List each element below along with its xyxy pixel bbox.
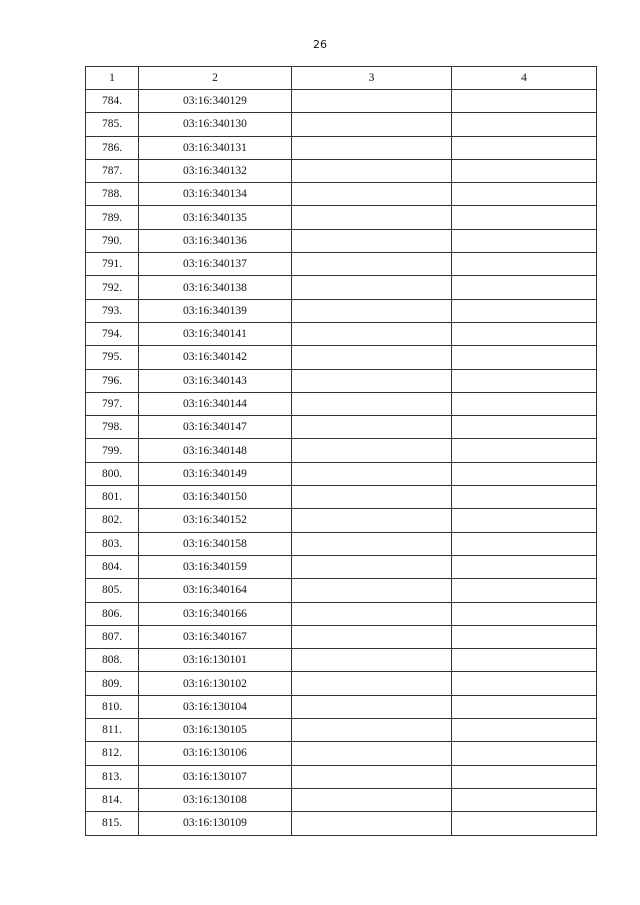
- table-row: [86, 159, 597, 182]
- row-number-cell: 795.: [86, 346, 139, 369]
- col3-cell: [292, 90, 452, 113]
- code-cell: 03:16:340138: [139, 276, 292, 299]
- table-row: [86, 462, 597, 485]
- table-row: [86, 253, 597, 276]
- col4-cell: [452, 392, 597, 415]
- code-cell: 03:16:130109: [139, 812, 292, 835]
- row-number-cell: 789.: [86, 206, 139, 229]
- row-number-cell: 810.: [86, 695, 139, 718]
- table-row: [86, 532, 597, 555]
- table-row: [86, 392, 597, 415]
- table-row: [86, 229, 597, 252]
- col3-cell: [292, 555, 452, 578]
- col3-cell: [292, 672, 452, 695]
- col3-cell: [292, 719, 452, 742]
- row-number-cell: 805.: [86, 579, 139, 602]
- col4-cell: [452, 672, 597, 695]
- row-number-cell: 798.: [86, 416, 139, 439]
- table-row: [86, 742, 597, 765]
- code-cell: 03:16:130105: [139, 719, 292, 742]
- col4-cell: [452, 649, 597, 672]
- row-number-cell: 785.: [86, 113, 139, 136]
- row-number-cell: 786.: [86, 136, 139, 159]
- code-cell: 03:16:130104: [139, 695, 292, 718]
- code-cell: 03:16:340129: [139, 90, 292, 113]
- col4-cell: [452, 695, 597, 718]
- code-cell: 03:16:340130: [139, 113, 292, 136]
- table-row: [86, 113, 597, 136]
- code-cell: 03:16:340147: [139, 416, 292, 439]
- table-row: [86, 299, 597, 322]
- table-row: [86, 416, 597, 439]
- table-row: [86, 206, 597, 229]
- table-row: [86, 765, 597, 788]
- code-cell: 03:16:340136: [139, 229, 292, 252]
- col4-cell: [452, 113, 597, 136]
- col3-cell: [292, 346, 452, 369]
- code-cell: 03:16:340137: [139, 253, 292, 276]
- col4-cell: [452, 765, 597, 788]
- col3-cell: [292, 229, 452, 252]
- col3-cell: [292, 532, 452, 555]
- table-row: [86, 579, 597, 602]
- col3-cell: [292, 439, 452, 462]
- code-cell: 03:16:340143: [139, 369, 292, 392]
- col3-cell: [292, 649, 452, 672]
- code-cell: 03:16:340141: [139, 322, 292, 345]
- col4-cell: [452, 136, 597, 159]
- code-cell: 03:16:340131: [139, 136, 292, 159]
- col4-cell: [452, 719, 597, 742]
- code-cell: 03:16:340135: [139, 206, 292, 229]
- row-number-cell: 811.: [86, 719, 139, 742]
- code-cell: 03:16:340158: [139, 532, 292, 555]
- row-number-cell: 788.: [86, 183, 139, 206]
- code-cell: 03:16:340139: [139, 299, 292, 322]
- table-row: [86, 183, 597, 206]
- col4-cell: [452, 486, 597, 509]
- code-cell: 03:16:340142: [139, 346, 292, 369]
- col3-cell: [292, 602, 452, 625]
- col3-cell: [292, 416, 452, 439]
- col4-cell: [452, 532, 597, 555]
- code-cell: 03:16:340152: [139, 509, 292, 532]
- col4-cell: [452, 253, 597, 276]
- col3-cell: [292, 392, 452, 415]
- code-cell: 03:16:130108: [139, 788, 292, 811]
- col4-cell: [452, 346, 597, 369]
- table-row: [86, 672, 597, 695]
- code-cell: 03:16:340167: [139, 625, 292, 648]
- table-body: [86, 90, 597, 836]
- col4-cell: [452, 462, 597, 485]
- table-row: [86, 695, 597, 718]
- col3-cell: [292, 462, 452, 485]
- code-cell: 03:16:130107: [139, 765, 292, 788]
- col4-cell: [452, 159, 597, 182]
- col3-cell: [292, 322, 452, 345]
- table-row: [86, 346, 597, 369]
- col4-cell: [452, 812, 597, 835]
- row-number-cell: 787.: [86, 159, 139, 182]
- header-col-1: 1: [86, 67, 139, 90]
- col3-cell: [292, 625, 452, 648]
- table-row: [86, 788, 597, 811]
- row-number-cell: 799.: [86, 439, 139, 462]
- col4-cell: [452, 555, 597, 578]
- row-number-cell: 800.: [86, 462, 139, 485]
- table-row: [86, 625, 597, 648]
- code-cell: 03:16:340166: [139, 602, 292, 625]
- col3-cell: [292, 253, 452, 276]
- code-cell: 03:16:340148: [139, 439, 292, 462]
- col3-cell: [292, 742, 452, 765]
- col3-cell: [292, 369, 452, 392]
- row-number-cell: 815.: [86, 812, 139, 835]
- col4-cell: [452, 579, 597, 602]
- col4-cell: [452, 369, 597, 392]
- col3-cell: [292, 136, 452, 159]
- row-number-cell: 790.: [86, 229, 139, 252]
- row-number-cell: 803.: [86, 532, 139, 555]
- col4-cell: [452, 602, 597, 625]
- table-row: [86, 719, 597, 742]
- header-col-2: 2: [139, 67, 292, 90]
- table-row: [86, 649, 597, 672]
- col4-cell: [452, 509, 597, 532]
- col3-cell: [292, 183, 452, 206]
- table-row: [86, 812, 597, 835]
- header-col-4: 4: [452, 67, 597, 90]
- code-cell: 03:16:340132: [139, 159, 292, 182]
- page-number: 26: [313, 38, 327, 51]
- col4-cell: [452, 90, 597, 113]
- row-number-cell: 792.: [86, 276, 139, 299]
- col3-cell: [292, 299, 452, 322]
- table-row: [86, 90, 597, 113]
- col4-cell: [452, 416, 597, 439]
- col4-cell: [452, 276, 597, 299]
- row-number-cell: 784.: [86, 90, 139, 113]
- row-number-cell: 796.: [86, 369, 139, 392]
- col3-cell: [292, 276, 452, 299]
- col4-cell: [452, 788, 597, 811]
- col4-cell: [452, 206, 597, 229]
- table-header: [86, 67, 597, 90]
- table-row: [86, 322, 597, 345]
- table-row: [86, 486, 597, 509]
- code-cell: 03:16:130101: [139, 649, 292, 672]
- col3-cell: [292, 579, 452, 602]
- header-row: [86, 67, 597, 90]
- table-row: [86, 439, 597, 462]
- col4-cell: [452, 742, 597, 765]
- row-number-cell: 808.: [86, 649, 139, 672]
- code-cell: 03:16:340134: [139, 183, 292, 206]
- table-row: [86, 369, 597, 392]
- col3-cell: [292, 206, 452, 229]
- col3-cell: [292, 159, 452, 182]
- code-cell: 03:16:130106: [139, 742, 292, 765]
- row-number-cell: 802.: [86, 509, 139, 532]
- code-cell: 03:16:340159: [139, 555, 292, 578]
- row-number-cell: 812.: [86, 742, 139, 765]
- row-number-cell: 814.: [86, 788, 139, 811]
- col3-cell: [292, 812, 452, 835]
- col4-cell: [452, 439, 597, 462]
- table-row: [86, 555, 597, 578]
- row-number-cell: 807.: [86, 625, 139, 648]
- col3-cell: [292, 113, 452, 136]
- row-number-cell: 801.: [86, 486, 139, 509]
- col4-cell: [452, 625, 597, 648]
- table-row: [86, 276, 597, 299]
- data-table: [85, 66, 597, 836]
- code-cell: 03:16:130102: [139, 672, 292, 695]
- col4-cell: [452, 322, 597, 345]
- row-number-cell: 806.: [86, 602, 139, 625]
- col4-cell: [452, 229, 597, 252]
- col3-cell: [292, 486, 452, 509]
- col3-cell: [292, 765, 452, 788]
- row-number-cell: 794.: [86, 322, 139, 345]
- row-number-cell: 804.: [86, 555, 139, 578]
- row-number-cell: 813.: [86, 765, 139, 788]
- code-cell: 03:16:340164: [139, 579, 292, 602]
- col3-cell: [292, 695, 452, 718]
- table-row: [86, 602, 597, 625]
- row-number-cell: 809.: [86, 672, 139, 695]
- table-row: [86, 509, 597, 532]
- table-row: [86, 136, 597, 159]
- code-cell: 03:16:340149: [139, 462, 292, 485]
- col3-cell: [292, 509, 452, 532]
- header-col-3: 3: [292, 67, 452, 90]
- code-cell: 03:16:340150: [139, 486, 292, 509]
- row-number-cell: 797.: [86, 392, 139, 415]
- row-number-cell: 793.: [86, 299, 139, 322]
- col4-cell: [452, 183, 597, 206]
- col4-cell: [452, 299, 597, 322]
- row-number-cell: 791.: [86, 253, 139, 276]
- col3-cell: [292, 788, 452, 811]
- code-cell: 03:16:340144: [139, 392, 292, 415]
